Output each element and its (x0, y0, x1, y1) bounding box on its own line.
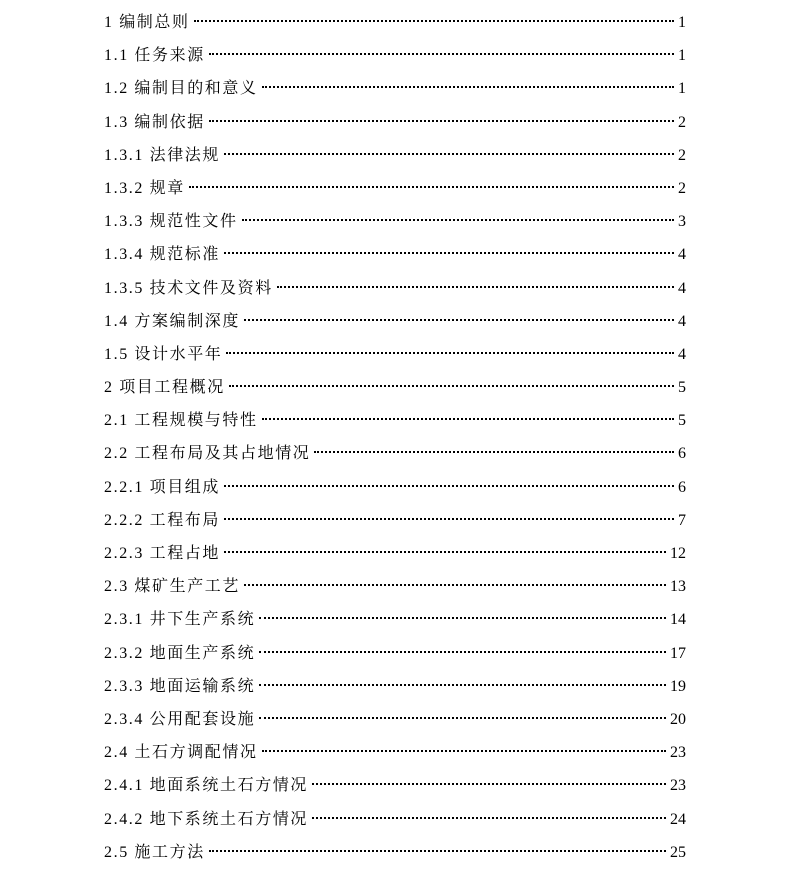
toc-entry-page-number: 20 (670, 710, 686, 728)
toc-entry-page-number: 4 (678, 312, 686, 330)
toc-entry-label: 2.4.2 地下系统土石方情况 (104, 810, 309, 828)
toc-entry-label: 2.2.2 工程布局 (104, 511, 221, 529)
toc-entry-page-number: 1 (678, 14, 686, 31)
toc-entry[interactable] (104, 371, 686, 404)
toc-entry[interactable] (104, 603, 686, 636)
toc-entry[interactable] (104, 769, 686, 802)
toc-entry-page-number: 23 (670, 777, 686, 795)
toc-dot-leader (259, 717, 666, 719)
toc-entry-page-number: 4 (678, 279, 686, 297)
toc-entry[interactable] (104, 338, 686, 371)
toc-entry[interactable] (104, 471, 686, 504)
toc-dot-leader (224, 153, 674, 155)
toc-entry-label: 2.3 煤矿生产工艺 (104, 578, 241, 596)
toc-entry-label: 1.3.2 规章 (104, 179, 185, 197)
toc-entry[interactable] (104, 670, 686, 703)
toc-entry-page-number: 19 (670, 677, 686, 695)
toc-entry-page-number: 1 (678, 80, 686, 98)
toc-entry-label: 1.5 设计水平年 (104, 345, 223, 363)
toc-entry[interactable] (104, 139, 686, 172)
toc-entry[interactable] (104, 205, 686, 238)
toc-entry-label: 1.2 编制目的和意义 (104, 80, 258, 98)
toc-entry[interactable] (104, 437, 686, 470)
toc-entry[interactable] (104, 504, 686, 537)
toc-dot-leader (224, 518, 674, 520)
toc-entry[interactable] (104, 803, 686, 836)
toc-dot-leader (224, 485, 674, 487)
toc-entry[interactable] (104, 6, 686, 39)
toc-entry-page-number: 2 (678, 146, 686, 164)
toc-dot-leader (262, 418, 674, 420)
toc-entry-label: 1.3.4 规范标准 (104, 246, 221, 264)
toc-entry-page-number: 2 (678, 113, 686, 131)
toc-dot-leader (244, 319, 674, 321)
toc-entry-label: 2.1 工程规模与特性 (104, 412, 258, 430)
toc-entry-label: 1 编制总则 (104, 14, 190, 31)
toc-entry[interactable] (104, 703, 686, 736)
toc-entry-label: 2.3.4 公用配套设施 (104, 710, 256, 728)
toc-dot-leader (226, 352, 674, 354)
toc-entry-page-number: 6 (678, 445, 686, 463)
toc-entry-page-number: 6 (678, 478, 686, 496)
toc-entry-page-number: 5 (678, 379, 686, 397)
toc-dot-leader (259, 684, 666, 686)
toc-dot-leader (262, 86, 674, 88)
table-of-contents (104, 6, 686, 869)
toc-dot-leader (194, 20, 674, 22)
toc-entry-page-number: 3 (678, 213, 686, 231)
toc-entry-page-number: 23 (670, 744, 686, 762)
toc-entry-page-number: 2 (678, 179, 686, 197)
toc-dot-leader (242, 219, 674, 221)
toc-dot-leader (259, 617, 666, 619)
toc-entry[interactable] (104, 172, 686, 205)
toc-entry[interactable] (104, 72, 686, 105)
toc-entry-label: 2.2.3 工程占地 (104, 545, 221, 562)
toc-dot-leader (244, 584, 666, 586)
toc-entry-label: 1.3 编制依据 (104, 113, 205, 131)
toc-entry-page-number: 24 (670, 810, 686, 828)
toc-entry[interactable] (104, 238, 686, 271)
toc-entry[interactable] (104, 637, 686, 670)
toc-entry-label: 2.5 施工方法 (104, 843, 205, 861)
toc-entry-label: 2.4.1 地面系统土石方情况 (104, 777, 309, 795)
toc-entry[interactable] (104, 404, 686, 437)
toc-entry-page-number: 14 (670, 611, 686, 629)
toc-entry-page-number: 13 (670, 578, 686, 596)
toc-entry[interactable] (104, 106, 686, 139)
toc-entry[interactable] (104, 39, 686, 72)
toc-entry[interactable] (104, 305, 686, 338)
toc-entry-page-number: 4 (678, 345, 686, 363)
toc-dot-leader (262, 750, 666, 752)
toc-entry-page-number: 1 (678, 47, 686, 65)
toc-dot-leader (209, 850, 666, 852)
toc-entry-page-number: 7 (678, 511, 686, 529)
toc-entry-label: 2.3.3 地面运输系统 (104, 677, 256, 695)
toc-entry-page-number: 25 (670, 843, 686, 861)
toc-entry[interactable] (104, 836, 686, 869)
toc-entry[interactable] (104, 272, 686, 305)
toc-entry-label: 2.2.1 项目组成 (104, 478, 221, 496)
toc-entry[interactable] (104, 736, 686, 769)
toc-dot-leader (209, 53, 674, 55)
toc-entry[interactable] (104, 570, 686, 603)
toc-entry-label: 2.3.1 井下生产系统 (104, 611, 256, 629)
toc-entry-page-number: 5 (678, 412, 686, 430)
toc-entry-label: 2.2 工程布局及其占地情况 (104, 445, 311, 463)
toc-dot-leader (312, 817, 666, 819)
toc-entry-label: 1.3.3 规范性文件 (104, 213, 238, 231)
toc-entry-page-number: 12 (670, 545, 686, 562)
toc-dot-leader (277, 286, 674, 288)
toc-entry-label: 1.3.5 技术文件及资料 (104, 279, 273, 297)
toc-entry-label: 1.4 方案编制深度 (104, 312, 241, 330)
toc-entry-label: 2.4 土石方调配情况 (104, 744, 258, 762)
toc-entry-label: 2.3.2 地面生产系统 (104, 644, 256, 662)
toc-dot-leader (224, 252, 674, 254)
toc-dot-leader (312, 783, 666, 785)
toc-dot-leader (314, 451, 674, 453)
toc-entry-label: 1.1 任务来源 (104, 47, 205, 65)
toc-dot-leader (209, 120, 674, 122)
toc-dot-leader (229, 385, 674, 387)
toc-entry[interactable] (104, 537, 686, 570)
toc-entry-label: 1.3.1 法律法规 (104, 146, 221, 164)
toc-entry-page-number: 17 (670, 644, 686, 662)
toc-dot-leader (224, 551, 666, 553)
toc-entry-page-number: 4 (678, 246, 686, 264)
toc-entry-label: 2 项目工程概况 (104, 379, 225, 397)
toc-dot-leader (189, 186, 674, 188)
toc-dot-leader (259, 651, 666, 653)
